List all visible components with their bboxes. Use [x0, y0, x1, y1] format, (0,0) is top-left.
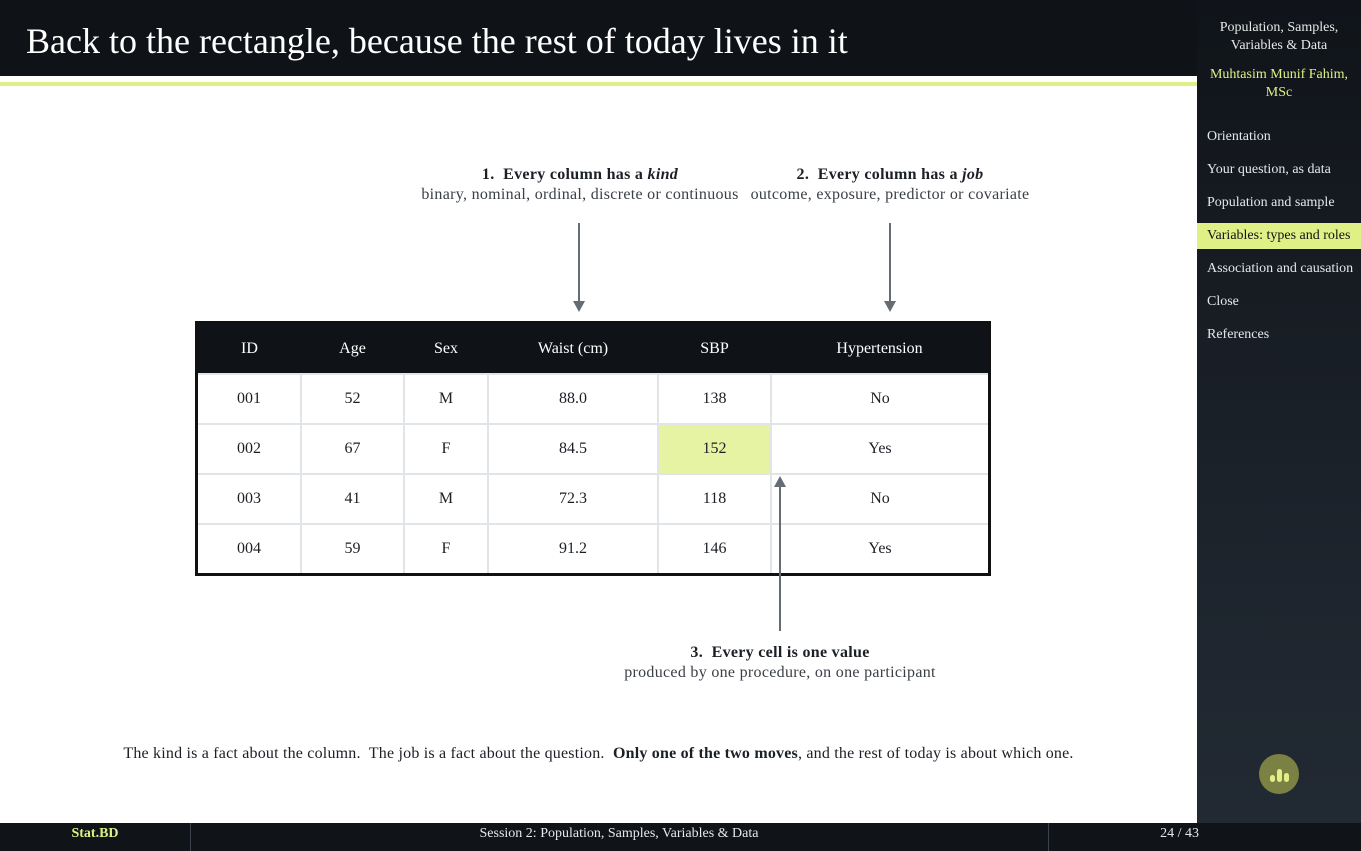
sidebar [1197, 0, 1361, 851]
table-cell: 52 [301, 374, 404, 424]
table-row [197, 424, 990, 474]
callout-job-number: 2. [796, 166, 810, 183]
slide-title: Back to the rectangle, because the rest of today lives in it [26, 21, 848, 61]
callout-job-text: Every column has a [817, 166, 958, 183]
summary-part2: , and the rest of today is about which one. [797, 745, 1074, 762]
header-sbp: SBP [658, 323, 771, 375]
header-age: Age [301, 323, 404, 375]
sidebar-deck-title[interactable]: Population, Samples, Variables & Data [1219, 20, 1339, 53]
sidebar-item-your-question[interactable]: Your question, as data [1207, 162, 1331, 177]
sidebar-item-population-sample[interactable]: Population and sample [1207, 195, 1335, 210]
table-cell: 67 [301, 424, 404, 474]
table-cell: 84.5 [488, 424, 658, 474]
callout-cell-text: Every cell is one value [711, 644, 870, 661]
callout-kind-number: 1. [481, 166, 495, 183]
table-cell: 118 [658, 474, 771, 524]
table-cell: Yes [771, 424, 990, 474]
summary-text [0, 745, 1197, 763]
table-cell: 41 [301, 474, 404, 524]
callout-cell [610, 644, 950, 682]
arrow-kind-shaft [578, 223, 580, 303]
sidebar-item-references[interactable]: References [1207, 327, 1270, 342]
header-waist: Waist (cm) [488, 323, 658, 375]
footer-session-title: Session 2: Population, Samples, Variables & Data [479, 826, 759, 841]
sidebar-nav [1197, 120, 1361, 351]
title-accent-line [0, 82, 1197, 86]
header-hypertension: Hypertension [771, 323, 990, 375]
footer-page-number: 24 / 43 [1048, 823, 1199, 851]
table-cell: 91.2 [488, 524, 658, 575]
table-cell: M [404, 374, 488, 424]
sidebar-item-association[interactable]: Association and causation [1207, 261, 1354, 276]
table-cell: 59 [301, 524, 404, 575]
table-row [197, 524, 990, 575]
header-sex: Sex [404, 323, 488, 375]
table-cell: 001 [197, 374, 302, 424]
table-row [197, 374, 990, 424]
data-table [195, 321, 991, 576]
table-row [197, 474, 990, 524]
callout-kind-text: Every column has a [503, 166, 644, 183]
footer [0, 823, 1361, 851]
table-cell: No [771, 474, 990, 524]
table-cell: 146 [658, 524, 771, 575]
callout-cell-subtitle: produced by one procedure, on one participant [624, 664, 936, 681]
callout-job-subtitle: outcome, exposure, predictor or covariate [750, 186, 1030, 203]
arrow-job-shaft [889, 223, 891, 303]
table-cell: 002 [197, 424, 302, 474]
table-cell: F [404, 524, 488, 575]
arrow-kind-head [573, 301, 585, 312]
summary-part1: The kind is a fact about the column. The job is a fact about the question. [123, 745, 613, 762]
table-cell: Yes [771, 524, 990, 575]
table-cell: 003 [197, 474, 302, 524]
table-cell: F [404, 424, 488, 474]
callout-kind [412, 166, 748, 204]
sidebar-item-orientation[interactable]: Orientation [1207, 129, 1271, 144]
header-id: ID [197, 323, 302, 375]
callout-cell-number: 3. [690, 644, 703, 661]
callout-job-emphasis: job [962, 166, 984, 183]
table-cell: M [404, 474, 488, 524]
menu-button[interactable] [1259, 754, 1299, 794]
callout-job [740, 166, 1040, 204]
table-header-row [197, 323, 990, 375]
title-bar [0, 0, 1197, 76]
summary-bold: Only one of the two moves [613, 745, 798, 762]
sidebar-author: Muhtasim Munif Fahim, MSc [1209, 67, 1349, 100]
table-cell: 138 [658, 374, 771, 424]
arrow-cell-shaft [779, 486, 781, 631]
table-cell: 004 [197, 524, 302, 575]
arrow-job-head [884, 301, 896, 312]
footer-brand: Stat.BD [0, 823, 191, 851]
table-cell: 88.0 [488, 374, 658, 424]
sidebar-item-variables[interactable]: Variables: types and roles [1197, 223, 1361, 249]
callout-kind-subtitle: binary, nominal, ordinal, discrete or continuous [421, 186, 739, 203]
highlighted-cell: 152 [658, 424, 771, 474]
table-cell: 72.3 [488, 474, 658, 524]
callout-kind-emphasis: kind [647, 166, 679, 183]
sidebar-item-close[interactable]: Close [1207, 294, 1239, 309]
table-cell: No [771, 374, 990, 424]
